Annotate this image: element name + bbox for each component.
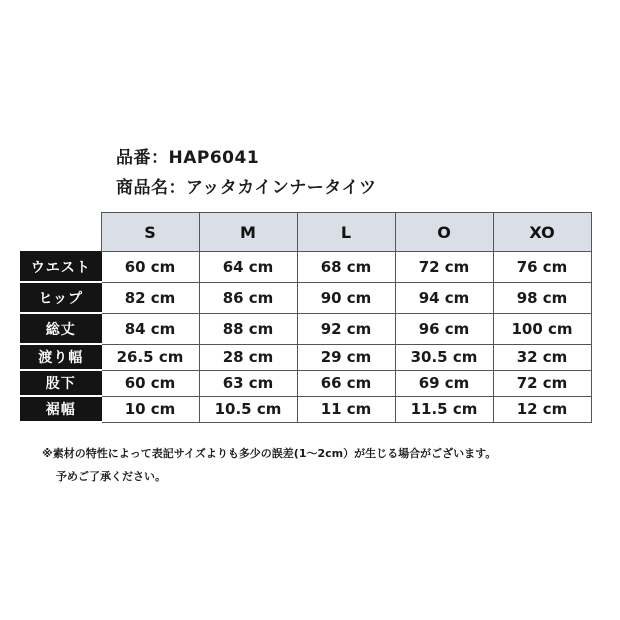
table-cell: 26.5 cm: [101, 344, 199, 370]
table-cell: 29 cm: [297, 344, 395, 370]
row-label: 裾幅: [21, 396, 102, 422]
table-corner: [21, 213, 102, 252]
product-code: 品番：HAP6041: [116, 148, 260, 168]
table-cell: 96 cm: [395, 313, 493, 344]
product-name: 商品名：アッタカインナータイツ: [116, 178, 377, 198]
row-label: ヒップ: [21, 282, 102, 313]
row-label: 総丈: [21, 313, 102, 344]
table-cell: 98 cm: [493, 282, 591, 313]
row-label: ウエスト: [21, 252, 102, 283]
table-row: [21, 344, 592, 370]
table-cell: 88 cm: [199, 313, 297, 344]
table-cell: 66 cm: [297, 370, 395, 396]
size-column-header: O: [395, 213, 493, 252]
table-cell: 68 cm: [297, 252, 395, 283]
table-cell: 60 cm: [101, 252, 199, 283]
size-disclaimer-note: ※素材の特性によって表記サイズよりも多少の誤差(1～2cm）が生じる場合がございます。: [42, 447, 497, 460]
table-cell: 11 cm: [297, 396, 395, 422]
table-cell: 10.5 cm: [199, 396, 297, 422]
table-cell: 76 cm: [493, 252, 591, 283]
size-column-header: L: [297, 213, 395, 252]
table-cell: 30.5 cm: [395, 344, 493, 370]
table-row: [21, 313, 592, 344]
table-cell: 84 cm: [101, 313, 199, 344]
table-row: [21, 396, 592, 422]
table-cell: 72 cm: [395, 252, 493, 283]
size-disclaimer-note-continued: 予めご了承ください。: [56, 470, 166, 483]
table-row: [21, 370, 592, 396]
table-row: [21, 252, 592, 283]
table-cell: 32 cm: [493, 344, 591, 370]
table-cell: 92 cm: [297, 313, 395, 344]
table-cell: 11.5 cm: [395, 396, 493, 422]
table-cell: 60 cm: [101, 370, 199, 396]
table-row: [21, 282, 592, 313]
row-label: 股下: [21, 370, 102, 396]
table-cell: 72 cm: [493, 370, 591, 396]
size-column-header: XO: [493, 213, 591, 252]
table-cell: 12 cm: [493, 396, 591, 422]
table-cell: 69 cm: [395, 370, 493, 396]
table-cell: 28 cm: [199, 344, 297, 370]
table-cell: 82 cm: [101, 282, 199, 313]
size-column-header: M: [199, 213, 297, 252]
table-cell: 100 cm: [493, 313, 591, 344]
row-label: 渡り幅: [21, 344, 102, 370]
table-cell: 94 cm: [395, 282, 493, 313]
table-cell: 63 cm: [199, 370, 297, 396]
size-table: [20, 212, 592, 423]
table-cell: 64 cm: [199, 252, 297, 283]
size-column-header: S: [101, 213, 199, 252]
size-header-row: [21, 213, 592, 252]
table-cell: 86 cm: [199, 282, 297, 313]
table-cell: 10 cm: [101, 396, 199, 422]
table-cell: 90 cm: [297, 282, 395, 313]
